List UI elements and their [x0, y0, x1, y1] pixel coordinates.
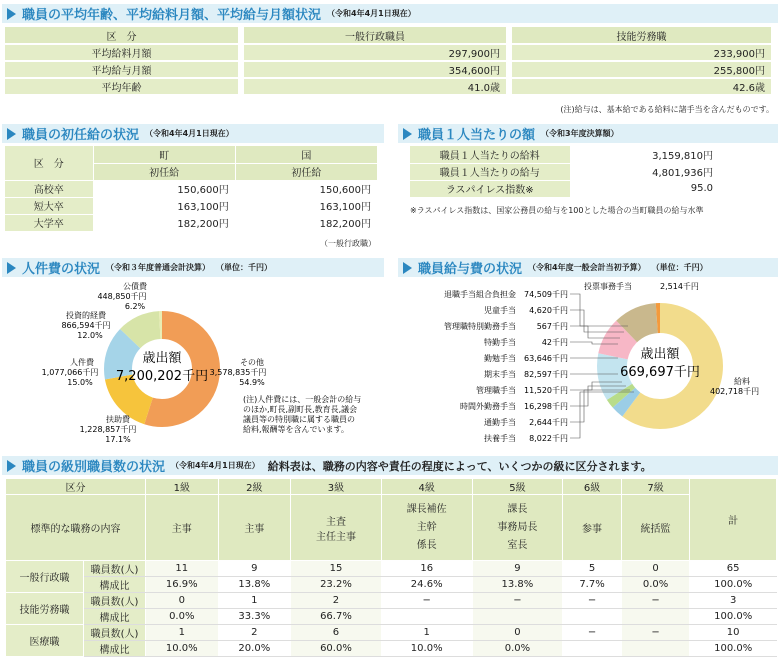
row-label: 平均給料月額: [5, 44, 241, 61]
pct-investment: 12.0%: [77, 331, 103, 340]
section3-note: ※ラスパイレス指数は、国家公務員の給与を100とした場合の当町職員の給与水準: [410, 206, 704, 215]
duty-cell: 課長 事務局長 室長: [472, 495, 563, 561]
cell: 41.0歳: [241, 78, 509, 95]
cell: 182,200円: [93, 214, 235, 231]
cell: 10.0%: [146, 641, 219, 657]
section5-header: [398, 258, 778, 277]
item-value: 11,520千円: [524, 386, 568, 395]
cell: −: [563, 625, 621, 641]
group-label: 技能労務職: [6, 593, 84, 625]
col-header: 一般行政職員: [241, 27, 509, 44]
cell: 0: [146, 593, 219, 609]
row-label: 職員１人当たりの給料: [410, 146, 570, 163]
section2-date: （令和4年4月1日現在）: [145, 129, 234, 138]
cell: [563, 609, 621, 625]
note-line: 議員等の特別職に属する職員の: [243, 415, 355, 424]
section1-date: （令和4年4月1日現在）: [327, 9, 416, 18]
per-person-table: [410, 146, 720, 198]
table-row: [6, 561, 777, 577]
cell: [381, 609, 472, 625]
note-line: のほか,町長,副町長,教育長,議会: [243, 405, 358, 414]
cell: 3: [690, 593, 777, 609]
label-investment: 投資的経費: [66, 311, 106, 320]
col-header: 7級: [621, 479, 690, 495]
duty-cell: 課長補佐 主幹 係長: [381, 495, 472, 561]
table-row: [6, 593, 777, 609]
cell: 33.3%: [218, 609, 291, 625]
cell: 182,200円: [235, 214, 377, 231]
section4-unit: （単位：千円）: [216, 263, 273, 272]
center-value: 7,200,202千円: [115, 369, 209, 384]
cell: 95.0: [570, 180, 720, 197]
cell: −: [621, 625, 690, 641]
value-vote: 2,514千円: [660, 282, 699, 291]
item-value: 567千円: [536, 322, 568, 331]
label-vote: 投票事務手当: [584, 282, 632, 291]
section5-unit: （単位：千円）: [651, 263, 708, 272]
row-label: 構成比: [84, 641, 146, 657]
section3-date: （令和3年度決算額）: [541, 129, 619, 138]
col-header: 1級: [146, 479, 219, 495]
cell: 100.0%: [690, 641, 777, 657]
duty-label: 標準的な職務の内容: [6, 495, 146, 561]
item-value: 42千円: [541, 338, 568, 347]
item-value: 82,597千円: [524, 370, 568, 379]
cell: 0.0%: [146, 609, 219, 625]
cell: 255,800円: [509, 61, 774, 78]
col-header: 区 分: [5, 146, 93, 180]
cell: 233,900円: [509, 44, 774, 61]
center-value: 669,697千円: [620, 365, 700, 380]
value-investment: 866,594千円: [61, 321, 111, 330]
center-label: 歳出額: [640, 347, 680, 362]
col-header: 技能労務職: [509, 27, 774, 44]
note-line: 給料,報酬等を含んでいます。: [243, 425, 349, 434]
label-salary: 給料: [734, 377, 750, 386]
label-personnel: 人件費: [70, 358, 94, 367]
col-header: 初任給: [235, 163, 377, 180]
cell: 1: [381, 625, 472, 641]
cell: 100.0%: [690, 577, 777, 593]
group-label: 一般行政職: [6, 561, 84, 593]
section5-date: （令和4年度一般会計当初予算）: [528, 263, 646, 272]
duty-cell: 主事: [218, 495, 291, 561]
value-aid: 1,228,857千円: [79, 425, 137, 434]
value-debt: 448,850千円: [97, 292, 147, 301]
cell: −: [472, 593, 563, 609]
table-row: [6, 609, 777, 625]
item-label: 通勤手当: [484, 418, 516, 427]
label-debt: 公債費: [123, 282, 147, 291]
cell: 7.7%: [563, 577, 621, 593]
row-label: 職員数(人): [84, 625, 146, 641]
cell: −: [563, 593, 621, 609]
col-header: 4級: [381, 479, 472, 495]
cell: 16: [381, 561, 472, 577]
cell: 10: [690, 625, 777, 641]
row-label: 職員１人当たりの給与: [410, 163, 570, 180]
cell: [621, 609, 690, 625]
section2-note: （一般行政職）: [320, 239, 376, 248]
value-personnel: 1,077,066千円: [41, 368, 99, 377]
pct-debt: 6.2%: [124, 302, 146, 311]
center-label: 歳出額: [142, 351, 182, 366]
item-label: 特勤手当: [484, 338, 516, 347]
avg-salary-table: [5, 27, 777, 96]
cell: 9: [218, 561, 291, 577]
section5-title: 職員給与費の状況: [418, 262, 523, 277]
section3-header: [398, 124, 778, 143]
cell: 3,159,810円: [570, 146, 720, 163]
cell: 16.9%: [146, 577, 219, 593]
row-label: 構成比: [84, 577, 146, 593]
section1-header: [2, 4, 778, 23]
label-aid: 扶助費: [106, 415, 130, 424]
pct-aid: 17.1%: [105, 435, 131, 444]
table-row: [6, 625, 777, 641]
item-value: 2,644千円: [529, 418, 568, 427]
cell: 1: [146, 625, 219, 641]
cell: 42.6歳: [509, 78, 774, 95]
salary-donut-chart: [398, 278, 778, 450]
row-label: 平均年齢: [5, 78, 241, 95]
label-other: その他: [240, 358, 264, 367]
cell: 23.2%: [291, 577, 382, 593]
triangle-icon: [7, 262, 16, 274]
cell: 150,600円: [93, 180, 235, 197]
item-label: 管理職手当: [476, 386, 516, 395]
cell: 1: [218, 593, 291, 609]
col-header: 5級: [472, 479, 563, 495]
cell: [563, 641, 621, 657]
duty-cell: 統括監: [621, 495, 690, 561]
cell: 4,801,936円: [570, 163, 720, 180]
value-other: 3,578,835千円: [209, 368, 267, 377]
cell: 150,600円: [235, 180, 377, 197]
cell: [472, 609, 563, 625]
row-label: 職員数(人): [84, 561, 146, 577]
row-label: ラスパイレス指数※: [410, 180, 570, 197]
note-line: (注)人件費には、一般会計の給与: [243, 395, 362, 404]
cell: 354,600円: [241, 61, 509, 78]
cell: 66.7%: [291, 609, 382, 625]
col-header: 町: [93, 146, 235, 163]
col-header: 国: [235, 146, 377, 163]
item-value: 4,620千円: [529, 306, 568, 315]
item-label: 退職手当組合負担金: [444, 290, 516, 299]
col-header: 6級: [563, 479, 621, 495]
value-salary: 402,718千円: [710, 387, 760, 396]
cell: [621, 641, 690, 657]
triangle-icon: [403, 128, 412, 140]
starting-salary-table: [5, 146, 378, 232]
row-label: 大学卒: [5, 214, 93, 231]
col-header: 区 分: [5, 27, 241, 44]
cell: 0: [621, 561, 690, 577]
triangle-icon: [403, 262, 412, 274]
section2-title: 職員の初任給の状況: [22, 128, 140, 143]
cell: 163,100円: [235, 197, 377, 214]
cell: 9: [472, 561, 563, 577]
pct-other: 54.9%: [239, 378, 265, 387]
grade-staff-table: [5, 478, 777, 657]
cell: 0.0%: [472, 641, 563, 657]
cell: 0.0%: [621, 577, 690, 593]
item-label: 期末手当: [484, 370, 516, 379]
cell: 13.8%: [218, 577, 291, 593]
table-row: [6, 577, 777, 593]
section6-desc: 給料表は、職務の内容や責任の程度によって、いくつかの級に区分されます。: [267, 459, 652, 473]
duty-cell: 参事: [563, 495, 621, 561]
section6-date: （令和4年4月1日現在）: [171, 461, 260, 470]
item-value: 16,298千円: [524, 402, 568, 411]
cell: 163,100円: [93, 197, 235, 214]
cell: −: [621, 593, 690, 609]
cell: 15: [291, 561, 382, 577]
section3-title: 職員１人当たりの額: [418, 128, 536, 143]
cell: 2: [218, 625, 291, 641]
col-header: 区分: [6, 479, 146, 495]
cell: 10.0%: [381, 641, 472, 657]
row-label: 短大卒: [5, 197, 93, 214]
cell: 60.0%: [291, 641, 382, 657]
row-label: 職員数(人): [84, 593, 146, 609]
row-label: 平均給与月額: [5, 61, 241, 78]
section1-note: (注)給与は、基本給である給料に諸手当を含んだものです。: [560, 105, 774, 114]
section4-title: 人件費の状況: [22, 262, 101, 277]
col-header: 3級: [291, 479, 382, 495]
cell: 5: [563, 561, 621, 577]
item-value: 8,022千円: [529, 434, 568, 443]
cell: 2: [291, 593, 382, 609]
cell: 100.0%: [690, 609, 777, 625]
cell: 297,900円: [241, 44, 509, 61]
col-header: 初任給: [93, 163, 235, 180]
item-value: 74,509千円: [524, 290, 568, 299]
section4-date: （令和３年度普通会計決算）: [106, 263, 211, 272]
item-label: 扶養手当: [484, 434, 516, 443]
item-label: 管理職特別勤務手当: [444, 322, 516, 331]
triangle-icon: [7, 8, 16, 20]
cell: 11: [146, 561, 219, 577]
col-header-total: 計: [690, 479, 777, 561]
cell: −: [381, 593, 472, 609]
item-label: 勤勉手当: [484, 354, 516, 363]
cell: 6: [291, 625, 382, 641]
group-label: 医療職: [6, 625, 84, 657]
section4-header: [2, 258, 384, 277]
personnel-donut-chart: [0, 278, 390, 448]
row-label: 高校卒: [5, 180, 93, 197]
section2-header: [2, 124, 384, 143]
cell: 24.6%: [381, 577, 472, 593]
duty-cell: 主事: [146, 495, 219, 561]
triangle-icon: [7, 460, 16, 472]
triangle-icon: [7, 128, 16, 140]
cell: 20.0%: [218, 641, 291, 657]
row-label: 構成比: [84, 609, 146, 625]
cell: 65: [690, 561, 777, 577]
col-header: 2級: [218, 479, 291, 495]
pct-personnel: 15.0%: [67, 378, 93, 387]
table-row: [6, 641, 777, 657]
item-label: 児童手当: [484, 306, 516, 315]
section6-title: 職員の級別職員数の状況: [22, 460, 166, 475]
section1-title: 職員の平均年齢、平均給料月額、平均給与月額状況: [22, 8, 322, 23]
item-label: 時間外勤務手当: [460, 402, 516, 411]
item-value: 63,646千円: [524, 354, 568, 363]
cell: 13.8%: [472, 577, 563, 593]
duty-cell: 主査 主任主事: [291, 495, 382, 561]
section6-header: [2, 456, 778, 475]
cell: 0: [472, 625, 563, 641]
